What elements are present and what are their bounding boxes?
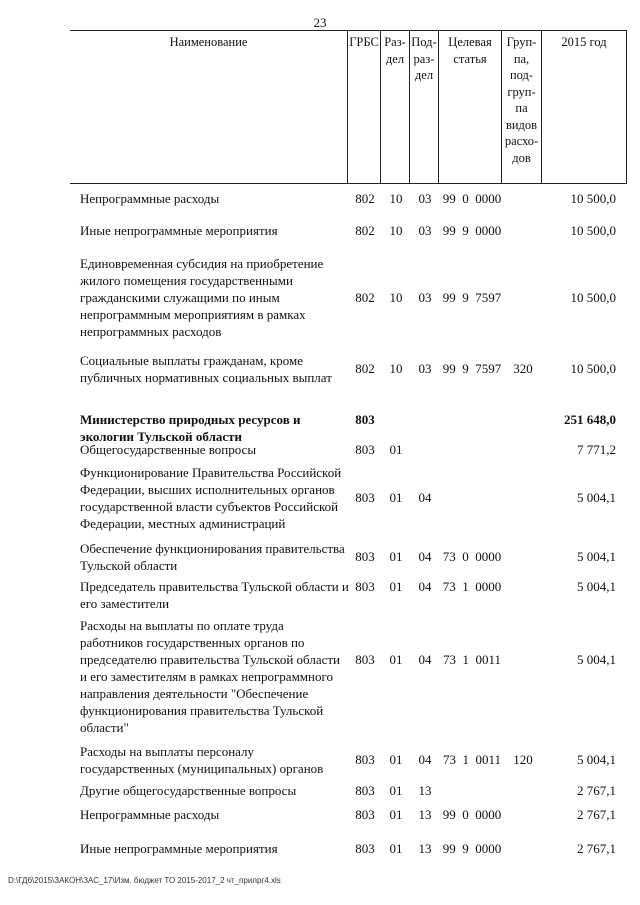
cell-sum: 10 500,0 (570, 191, 616, 206)
row-name: Иные непрограммные мероприятия (80, 223, 278, 238)
cell-razdel: 10 (389, 191, 403, 206)
cell-grbs: 803 (355, 652, 375, 667)
cell-razdel: 10 (389, 290, 403, 305)
cell-celevaya: 99 9 7597 (442, 361, 502, 376)
cell-grbs: 802 (355, 290, 375, 305)
header-razdel: Раз- дел (380, 31, 409, 183)
row-name: Функционирование Правительства Российской Федерации, высших исполнительных органов государственной власти субъектов Российской Федерации, местных администраций (80, 465, 342, 531)
header-year: 2015 год (541, 31, 627, 183)
cell-podrazdel: 13 (418, 807, 432, 822)
cell-gruppa: 120 (513, 752, 533, 767)
cell-gruppa: 320 (513, 361, 533, 376)
cell-celevaya: 73 1 0011 (442, 652, 502, 667)
cell-podrazdel: 04 (418, 652, 432, 667)
cell-celevaya: 99 0 0000 (442, 807, 502, 822)
cell-razdel: 01 (389, 652, 403, 667)
row-name: Расходы на выплаты по оплате труда работников государственных органов по председателю правительства Тульской области и его заместителям в рамках непрограммного направления деятельности "Обеспечение функционирования правительства Тульской области" (80, 618, 340, 735)
cell-podrazdel: 03 (418, 223, 432, 238)
cell-sum: 10 500,0 (570, 223, 616, 238)
cell-grbs: 803 (355, 412, 375, 427)
row-name: Социальные выплаты гражданам, кроме публичных нормативных социальных выплат (80, 353, 332, 385)
cell-celevaya: 73 0 0000 (442, 549, 502, 564)
cell-sum: 2 767,1 (577, 807, 616, 822)
cell-razdel: 01 (389, 783, 403, 798)
cell-sum: 2 767,1 (577, 783, 616, 798)
cell-podrazdel: 03 (418, 191, 432, 206)
table-header (70, 30, 627, 184)
cell-grbs: 803 (355, 579, 375, 594)
header-podrazdel: Под- раз- дел (409, 31, 438, 183)
cell-grbs: 803 (355, 841, 375, 856)
header-name: Наименование (169, 35, 248, 49)
cell-grbs: 803 (355, 549, 375, 564)
cell-razdel: 01 (389, 752, 403, 767)
row-name: Иные непрограммные мероприятия (80, 841, 278, 856)
cell-grbs: 803 (355, 490, 375, 505)
cell-sum: 10 500,0 (570, 361, 616, 376)
cell-sum: 5 004,1 (577, 579, 616, 594)
row-name: Другие общегосударственные вопросы (80, 783, 297, 798)
cell-razdel: 01 (389, 807, 403, 822)
cell-sum: 5 004,1 (577, 490, 616, 505)
cell-razdel: 01 (389, 490, 403, 505)
cell-grbs: 803 (355, 442, 375, 457)
cell-podrazdel: 13 (418, 783, 432, 798)
cell-grbs: 803 (355, 783, 375, 798)
cell-podrazdel: 04 (418, 579, 432, 594)
cell-sum: 5 004,1 (577, 752, 616, 767)
cell-sum: 10 500,0 (570, 290, 616, 305)
cell-podrazdel: 03 (418, 290, 432, 305)
cell-grbs: 803 (355, 752, 375, 767)
row-name: Министерство природных ресурсов и экологии Тульской области (80, 412, 301, 444)
cell-grbs: 802 (355, 223, 375, 238)
cell-celevaya: 73 1 0000 (442, 579, 502, 594)
cell-celevaya: 99 9 0000 (442, 841, 502, 856)
cell-podrazdel: 04 (418, 752, 432, 767)
row-name: Общегосударственные вопросы (80, 442, 257, 457)
row-name: Непрограммные расходы (80, 807, 220, 822)
page-number: 23 (313, 15, 327, 30)
row-name: Обеспечение функционирования правительства Тульской области (80, 541, 345, 573)
cell-celevaya: 99 0 0000 (442, 191, 502, 206)
file-path-footer: D:\ГДб\2015\ЗАКОН\ЗАС_17\Изм. бюджет ТО 2015-2017_2 чт_прилрг4.xls (8, 876, 281, 885)
cell-razdel: 10 (389, 223, 403, 238)
cell-podrazdel: 13 (418, 841, 432, 856)
header-celevaya: Целевая статья (438, 31, 501, 183)
row-name: Расходы на выплаты персоналу государственных (муниципальных) органов (80, 744, 324, 776)
cell-razdel: 10 (389, 361, 403, 376)
cell-sum: 251 648,0 (564, 412, 616, 427)
cell-razdel: 01 (389, 579, 403, 594)
cell-razdel: 01 (389, 841, 403, 856)
row-name: Непрограммные расходы (80, 191, 220, 206)
cell-podrazdel: 04 (418, 490, 432, 505)
cell-podrazdel: 03 (418, 361, 432, 376)
header-gruppa: Груп- па, под- груп- па видов расхо- дов (501, 31, 541, 183)
cell-grbs: 802 (355, 191, 375, 206)
cell-celevaya: 99 9 0000 (442, 223, 502, 238)
cell-podrazdel: 04 (418, 549, 432, 564)
row-name: Председатель правительства Тульской области и его заместители (80, 579, 349, 611)
cell-razdel: 01 (389, 442, 403, 457)
cell-celevaya: 73 1 0011 (442, 752, 502, 767)
row-name: Единовременная субсидия на приобретение жилого помещения государственными гражданскими служащими по иным непрограммным мероприятиям в рамках непрограммных расходов (80, 256, 324, 339)
cell-sum: 2 767,1 (577, 841, 616, 856)
header-grbs: ГРБС (347, 31, 380, 183)
cell-razdel: 01 (389, 549, 403, 564)
cell-celevaya: 99 9 7597 (442, 290, 502, 305)
cell-sum: 5 004,1 (577, 549, 616, 564)
cell-grbs: 802 (355, 361, 375, 376)
cell-sum: 7 771,2 (577, 442, 616, 457)
cell-grbs: 803 (355, 807, 375, 822)
cell-sum: 5 004,1 (577, 652, 616, 667)
